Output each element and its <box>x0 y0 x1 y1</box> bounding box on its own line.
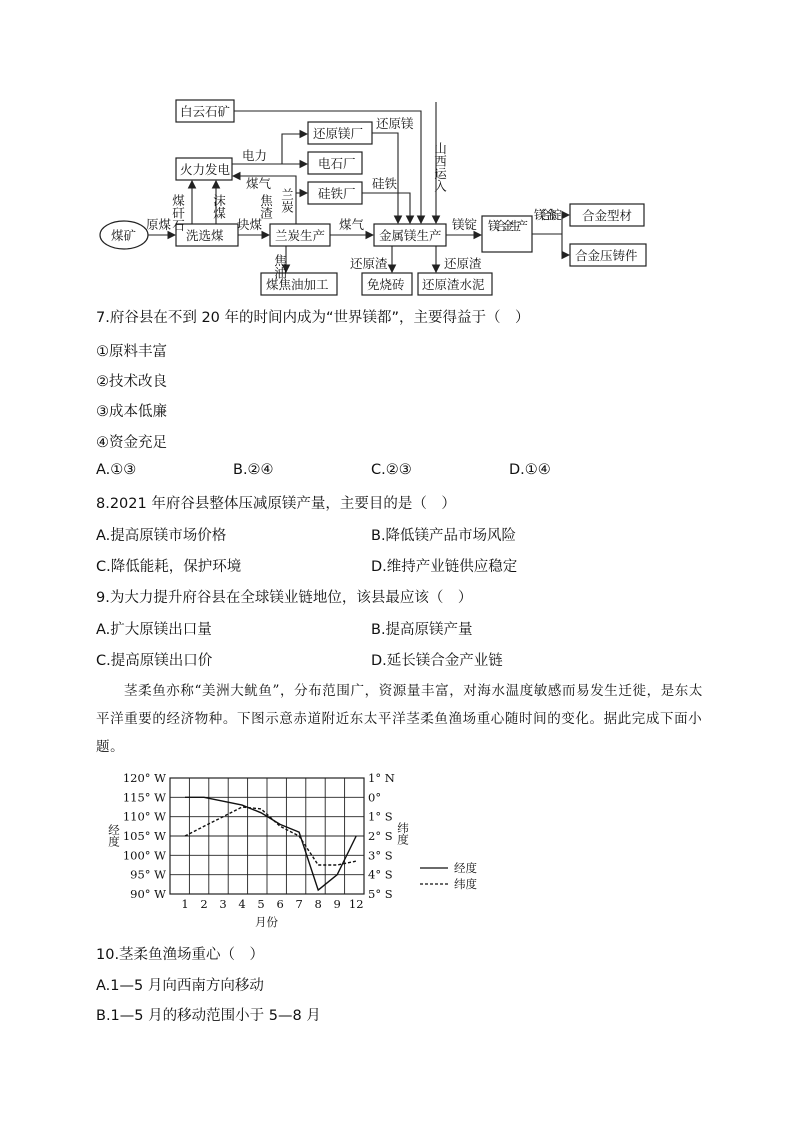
q7-option-c[interactable]: C.②③ <box>371 462 412 478</box>
alloy-casting-label: 合金压铸件 <box>575 248 638 263</box>
q7-stem: 7.府谷县在不到 20 年的时间内成为“世界镁都”，主要得益于（ ） <box>96 310 530 326</box>
dolomite-label: 白云石矿 <box>180 104 231 119</box>
magnesium-industry-flowchart <box>96 96 686 306</box>
alloy-production-label: 镁合金生产 <box>488 219 528 233</box>
brick-label: 免烧砖 <box>367 277 405 292</box>
coal-washing-label: 洗选煤 <box>186 228 224 243</box>
y-left-tick-label: 110° W <box>122 809 166 824</box>
q7-option-d[interactable]: D.①④ <box>509 462 551 478</box>
edge-slag-1: 还原渣 <box>350 256 388 271</box>
legend-label: 经度 <box>454 861 477 875</box>
edge-slime: 沫煤 <box>211 194 227 219</box>
y-right-tick-label: 1° S <box>368 809 393 824</box>
q8-option-c[interactable]: C.降低能耗，保护环境 <box>96 559 242 575</box>
series-line-longitude <box>185 797 356 890</box>
q8-option-a[interactable]: A.提高原镁市场价格 <box>96 528 227 544</box>
y-left-tick-label: 120° W <box>122 771 166 785</box>
edge-ferrosilicon: 硅铁 <box>372 176 398 191</box>
y-right-tick-label: 0° <box>368 790 382 805</box>
semicoke-label: 兰炭生产 <box>275 228 326 243</box>
legend-label: 纬度 <box>454 877 477 891</box>
edge-coke-slag: 焦渣 <box>258 194 274 219</box>
metal-mg-label: 金属镁生产 <box>379 228 442 243</box>
q9-option-a[interactable]: A.扩大原镁出口量 <box>96 622 212 638</box>
y-right-tick-label: 4° S <box>368 867 393 882</box>
x-tick-label: 9 <box>333 897 341 911</box>
y-right-tick-label: 1° N <box>368 771 395 785</box>
ferrosilicon-plant-label: 硅铁厂 <box>318 186 356 201</box>
edge-power: 电力 <box>242 148 268 163</box>
q9-stem: 9.为大力提升府谷县在全球镁业链地位，该县最应该（ ） <box>96 590 473 606</box>
q7-option-b[interactable]: B.②④ <box>233 462 274 478</box>
y-right-tick-label: 3° S <box>368 848 393 863</box>
edge-slag-2: 还原渣 <box>444 256 482 271</box>
y-right-axis-title: 纬度 <box>396 822 410 845</box>
q7-item: ②技术改良 <box>96 374 167 390</box>
q7-option-a[interactable]: A.①③ <box>96 462 137 478</box>
edge-tar: 焦油 <box>272 254 288 279</box>
y-right-tick-label: 2° S <box>368 829 393 843</box>
edge-coal-gangue: 煤矸石 <box>170 194 186 232</box>
q10-option-a[interactable]: A.1—5 月向西南方向移动 <box>96 978 264 994</box>
y-right-tick-label: 5° S <box>368 887 393 901</box>
thermal-power-label: 火力发电 <box>180 162 231 177</box>
tar-processing-label: 煤焦油加工 <box>266 277 329 292</box>
y-left-axis-title: 经度 <box>107 824 121 847</box>
edge-semi-coke: 兰炭 <box>279 188 295 213</box>
reduction-plant-label: 还原镁厂 <box>313 126 364 141</box>
x-tick-label: 8 <box>314 897 322 911</box>
x-axis-title: 月份 <box>255 915 278 929</box>
q8-option-b[interactable]: B.降低镁产品市场风险 <box>371 528 517 544</box>
q7-item: ③成本低廉 <box>96 404 167 420</box>
y-left-tick-label: 115° W <box>122 790 166 805</box>
q9-option-b[interactable]: B.提高原镁产量 <box>371 622 473 638</box>
edge-gas-1: 煤气 <box>246 176 272 191</box>
cement-label: 还原渣水泥 <box>422 277 485 292</box>
edge-raw-coal: 原煤 <box>146 217 172 232</box>
q8-option-d[interactable]: D.维持产业链供应稳定 <box>371 559 518 575</box>
edge-reduced-mg: 还原镁 <box>376 116 414 131</box>
y-left-tick-label: 90° W <box>130 887 166 901</box>
coal-mine-label: 煤矿 <box>111 228 137 243</box>
q8-stem: 8.2021 年府谷县整体压减原镁产量，主要目的是（ ） <box>96 496 456 512</box>
q7-item: ④资金充足 <box>96 435 167 451</box>
q10-option-b[interactable]: B.1—5 月的移动范围小于 5—8 月 <box>96 1008 321 1024</box>
carbide-plant-label: 电石厂 <box>318 156 356 171</box>
x-tick-label: 5 <box>257 897 265 911</box>
x-tick-label: 1 <box>181 897 189 911</box>
x-tick-label: 6 <box>276 897 284 911</box>
passage-text: 茎柔鱼亦称“美洲大鱿鱼”，分布范围广，资源量丰富，对海水温度敏感而易发生迁徙，是东太平洋重要的经济物种。下图示意赤道附近东太平洋茎柔鱼渔场重心随时间的变化。据此完成下面小题。 <box>96 683 704 755</box>
q7-item: ①原料丰富 <box>96 344 167 360</box>
edge-shanxi: 山西运入 <box>432 142 448 192</box>
edge-gas-2: 煤气 <box>339 217 365 232</box>
x-tick-label: 4 <box>238 897 246 911</box>
y-left-tick-label: 100° W <box>122 848 166 863</box>
squid-fishing-center-chart <box>100 764 500 934</box>
edge-ingot: 镁锭 <box>452 217 478 232</box>
x-tick-label: 2 <box>200 897 208 911</box>
x-tick-label: 12 <box>348 897 364 911</box>
x-tick-label: 3 <box>219 897 227 911</box>
edge-lump: 块煤 <box>237 217 263 232</box>
q9-option-c[interactable]: C.提高原镁出口价 <box>96 653 213 669</box>
y-left-tick-label: 95° W <box>130 867 166 882</box>
x-tick-label: 7 <box>295 897 303 911</box>
q9-option-d[interactable]: D.延长镁合金产业链 <box>371 653 503 669</box>
y-left-tick-label: 105° W <box>122 829 166 843</box>
edge-alloy-ingot: 镁合金锭 <box>534 208 562 222</box>
alloy-profile-label: 合金型材 <box>582 208 633 223</box>
q10-stem: 10.茎柔鱼渔场重心（ ） <box>96 947 265 963</box>
